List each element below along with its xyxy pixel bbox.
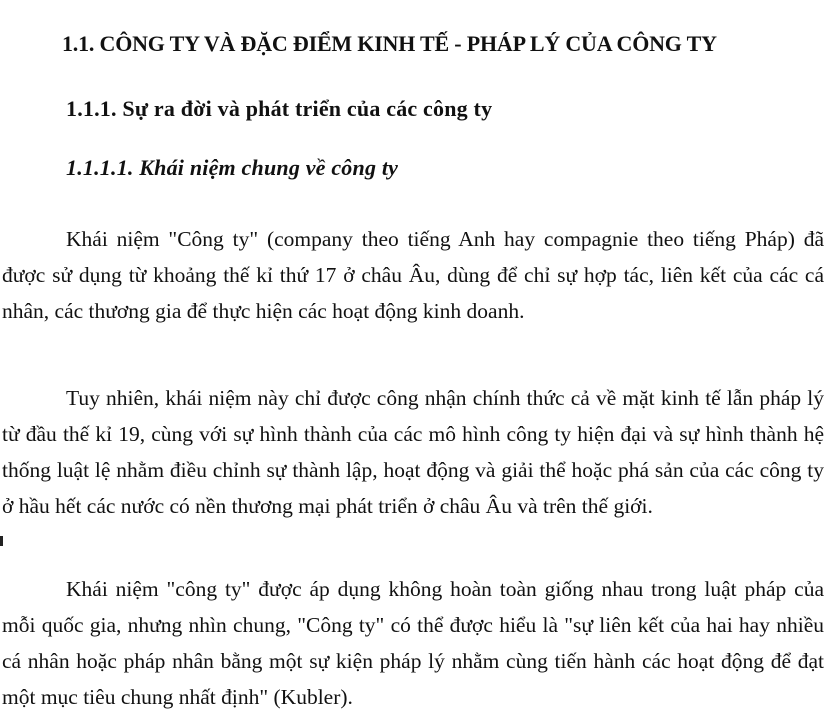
subsubsection-heading: 1.1.1.1. Khái niệm chung về công ty xyxy=(66,155,399,180)
section-heading: 1.1. CÔNG TY VÀ ĐẶC ĐIỂM KINH TẾ - PHÁP LÝ CỦA CÔNG TY xyxy=(62,31,717,56)
paragraph-2: Tuy nhiên, khái niệm này chỉ được công nhận chính thức cả về mặt kinh tế lẫn pháp lý từ đầu thế kỉ 19, cùng với sự hình thành của các mô hình công ty hiện đại và sự hình thành hệ thống luật lệ nhằm điều chỉnh sự thành lập, hoạt động và giải thể hoặc phá sản của các công ty ở hầu hết các nước có nền thương mại phát triển ở châu Âu và trên thế giới. xyxy=(2,385,824,518)
subsection-heading: 1.1.1. Sự ra đời và phát triển của các công ty xyxy=(66,96,493,121)
paragraph-3: Khái niệm "công ty" được áp dụng không hoàn toàn giống nhau trong luật pháp của mỗi quốc gia, nhưng nhìn chung, "Công ty" có thể được hiểu là "sự liên kết của hai hay nhiều cá nhân hoặc pháp nhân bằng một sự kiện pháp lý nhằm cùng tiến hành các hoạt động để đạt một mục tiêu chung nhất định" (Kubler). xyxy=(2,576,824,709)
paragraph-1: Khái niệm "Công ty" (company theo tiếng Anh hay compagnie theo tiếng Pháp) đã được sử dụng từ khoảng thế kỉ thứ 17 ở châu Âu, dùng để chỉ sự hợp tác, liên kết của các cá nhân, các thương gia để thực hiện các hoạt động kinh doanh. xyxy=(2,226,824,323)
scan-margin-mark xyxy=(0,536,3,546)
